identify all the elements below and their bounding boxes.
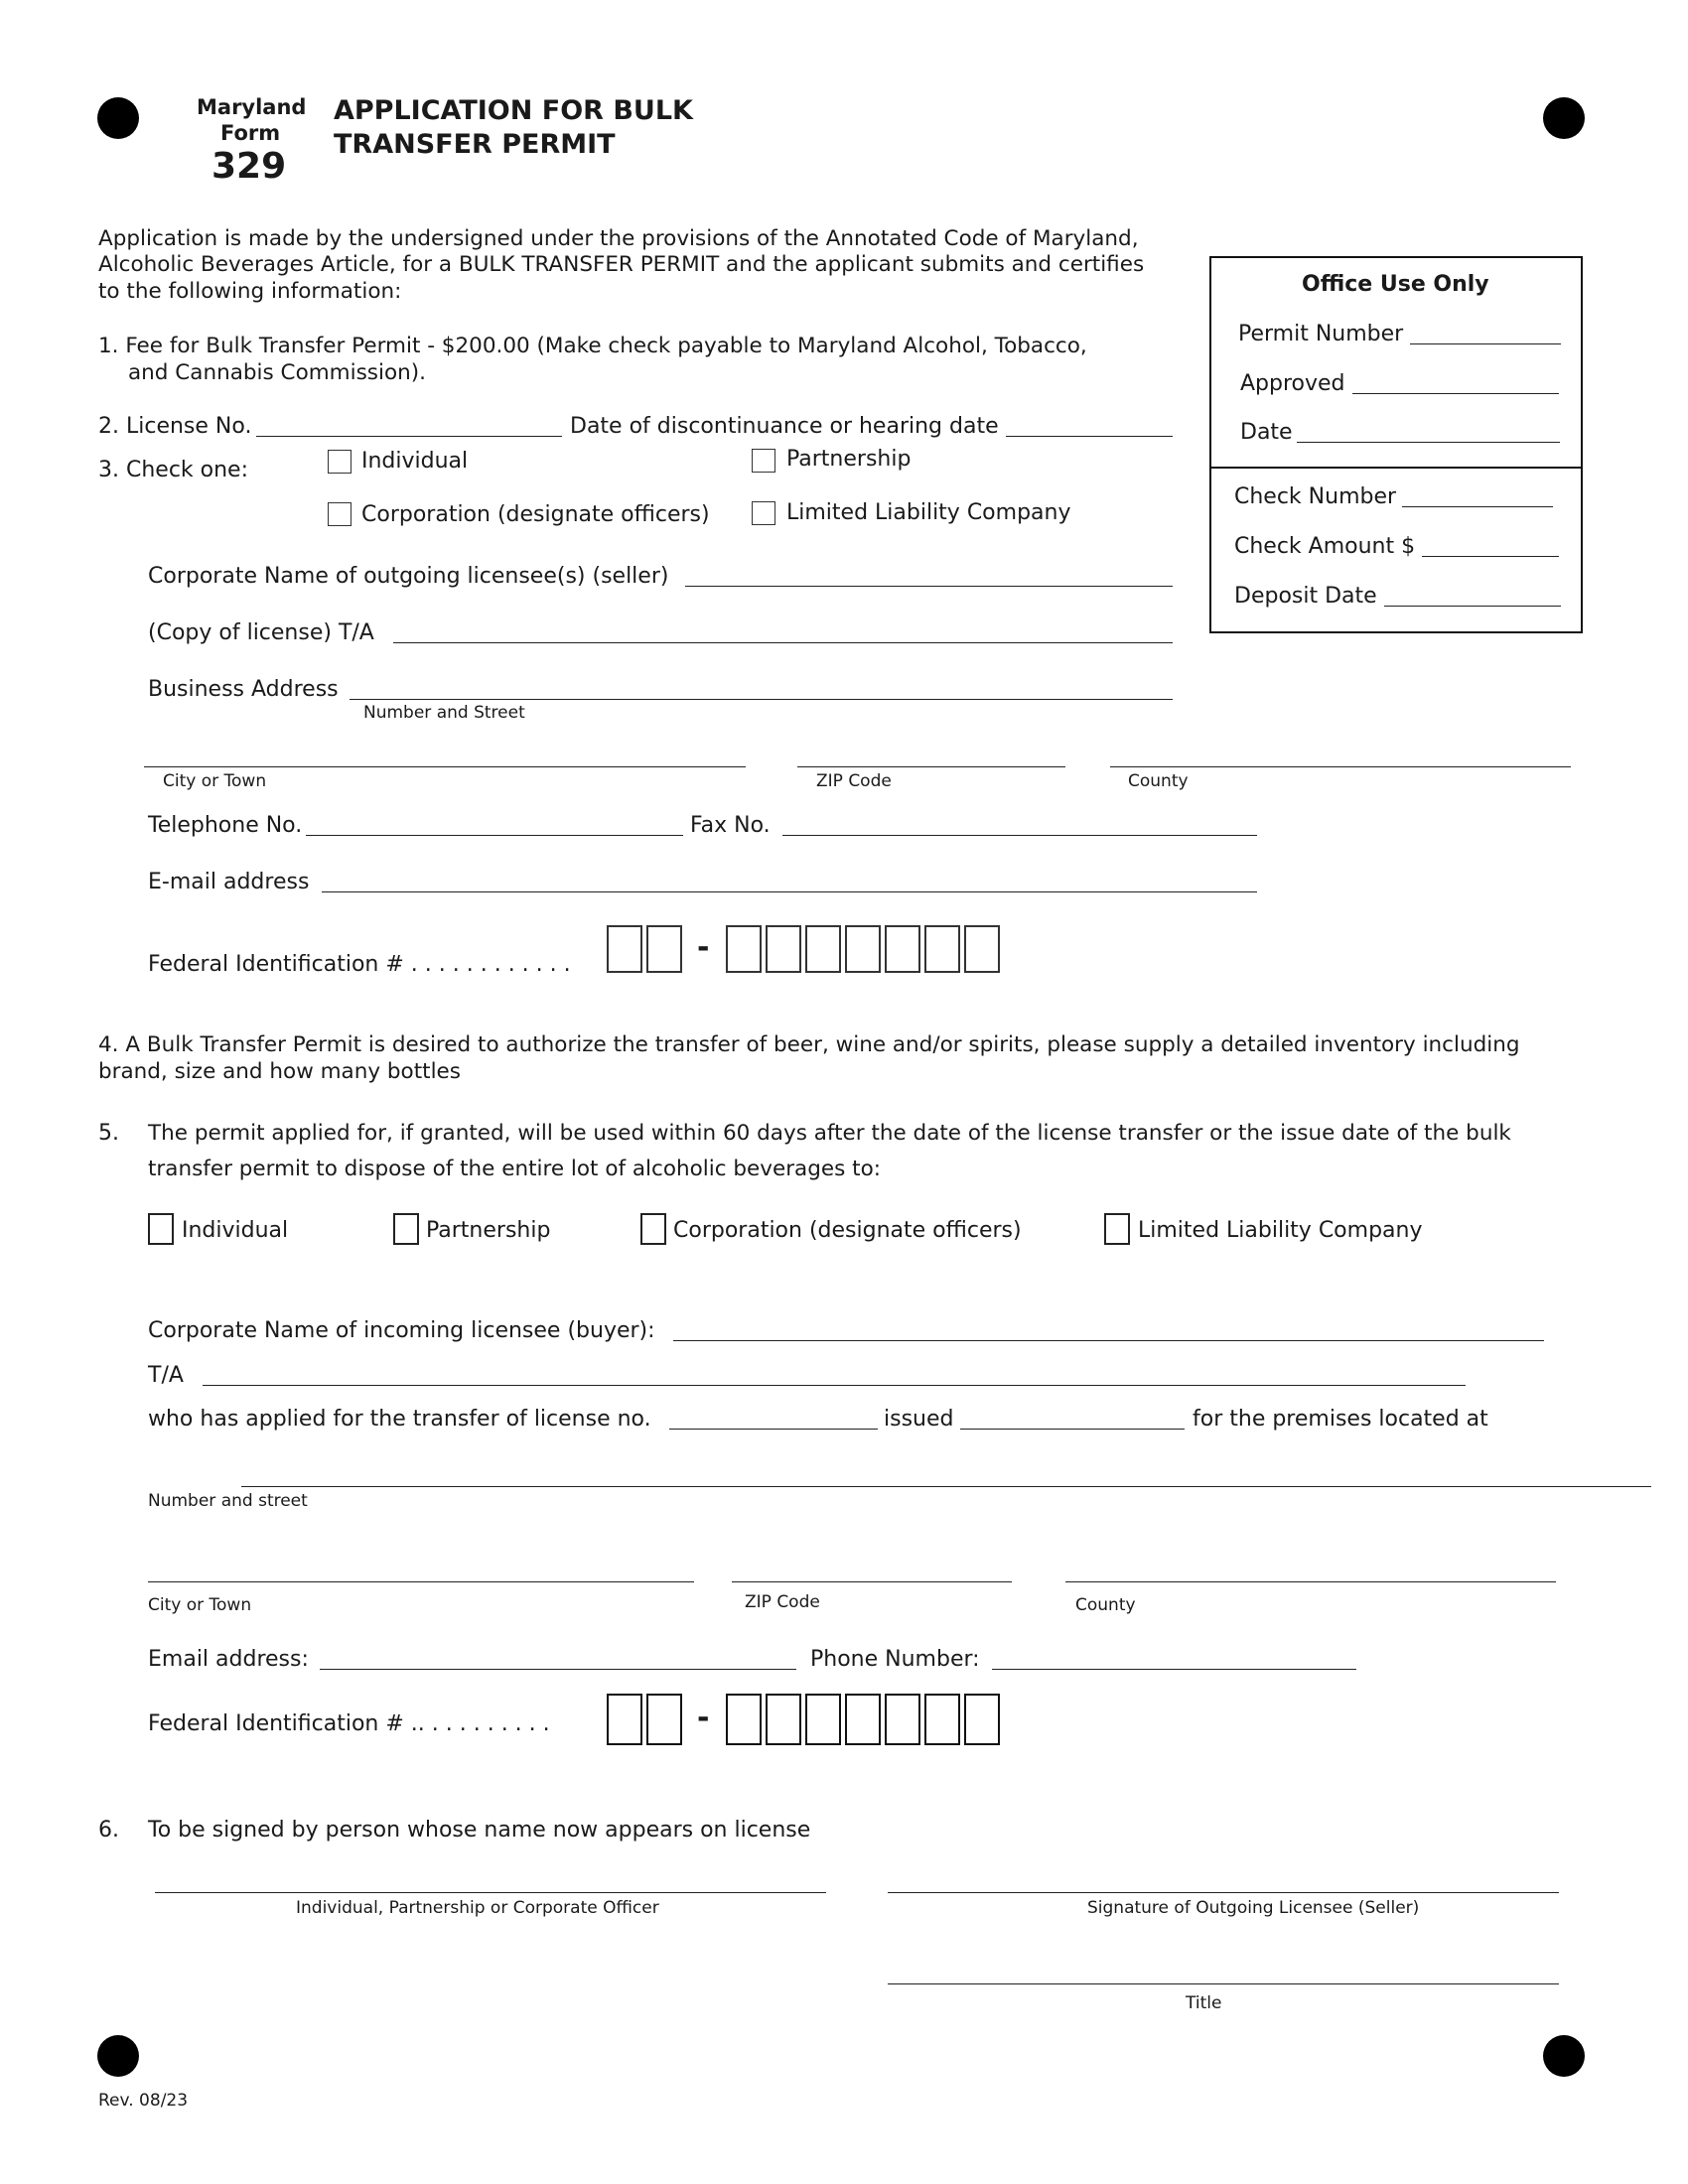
seller-corporation-checkbox[interactable] (328, 502, 352, 526)
discontinuance-date-field[interactable] (1006, 436, 1173, 437)
check-number-field[interactable] (1402, 506, 1553, 507)
form-number: 329 (211, 146, 287, 187)
form-state: Maryland (197, 95, 307, 119)
seller-fein-digit-3[interactable] (726, 925, 762, 973)
seller-email-field[interactable] (322, 891, 1257, 892)
seller-fein-dash: - (697, 930, 710, 965)
seller-individual-checkbox[interactable] (328, 450, 352, 474)
seller-fein-digit-5[interactable] (805, 925, 841, 973)
seller-partnership-checkbox[interactable] (752, 449, 775, 473)
office-use-divider (1211, 467, 1581, 469)
buyer-number-street-caption: Number and street (148, 1491, 308, 1511)
seller-city-caption: City or Town (163, 771, 267, 791)
seller-partnership-label: Partnership (786, 447, 912, 472)
form-title-line2: TRANSFER PERMIT (334, 129, 616, 160)
seller-signature-caption: Signature of Outgoing Licensee (Seller) (1087, 1898, 1420, 1918)
buyer-phone-field[interactable] (992, 1669, 1356, 1670)
seller-county-field[interactable] (1110, 766, 1571, 767)
buyer-county-field[interactable] (1065, 1581, 1556, 1582)
seller-fein-label: Federal Identification # . . . . . . . . . . . . (148, 952, 571, 977)
buyer-fein-dash: - (697, 1701, 710, 1735)
seller-corp-name-label: Corporate Name of outgoing licensee(s) (seller) (148, 564, 669, 589)
buyer-email-field[interactable] (320, 1669, 796, 1670)
office-date-label: Date (1240, 420, 1293, 445)
seller-fein-digit-8[interactable] (924, 925, 960, 973)
buyer-fein-digit-5[interactable] (805, 1694, 841, 1745)
seller-city-field[interactable] (144, 766, 746, 767)
office-use-box (1209, 256, 1583, 633)
seller-county-caption: County (1128, 771, 1189, 791)
buyer-ta-label: T/A (148, 1363, 184, 1388)
transfer-license-label: who has applied for the transfer of license no. (148, 1407, 651, 1432)
telephone-label: Telephone No. (148, 813, 303, 838)
buyer-partnership-label: Partnership (426, 1218, 551, 1243)
officer-name-caption: Individual, Partnership or Corporate Officer (296, 1898, 659, 1918)
binder-hole-bottom-left (97, 2035, 139, 2077)
item1-line1: 1. Fee for Bulk Transfer Permit - $200.00 (Make check payable to Maryland Alcohol, Tobacco, (98, 334, 1087, 358)
approved-field[interactable] (1352, 393, 1559, 394)
seller-fein-digit-7[interactable] (885, 925, 920, 973)
deposit-date-field[interactable] (1384, 606, 1561, 607)
item6-number: 6. (98, 1818, 119, 1843)
business-address-field[interactable] (350, 699, 1173, 700)
buyer-city-field[interactable] (148, 1581, 694, 1582)
buyer-ta-field[interactable] (203, 1385, 1466, 1386)
item5-line1: The permit applied for, if granted, will be used within 60 days after the date of the license transfer or the issue date of the bulk (148, 1121, 1511, 1146)
license-number-field[interactable] (256, 436, 562, 437)
item4-line2: brand, size and how many bottles (98, 1059, 461, 1084)
buyer-fein-digit-9[interactable] (964, 1694, 1000, 1745)
check-amount-field[interactable] (1422, 556, 1559, 557)
seller-ta-field[interactable] (393, 642, 1173, 643)
seller-fein-digit-9[interactable] (964, 925, 1000, 973)
seller-fein-digit-4[interactable] (766, 925, 801, 973)
buyer-zip-caption: ZIP Code (745, 1592, 820, 1612)
buyer-fein-digit-8[interactable] (924, 1694, 960, 1745)
binder-hole-top-right (1543, 97, 1585, 139)
buyer-fein-digit-3[interactable] (726, 1694, 762, 1745)
buyer-phone-label: Phone Number: (810, 1647, 980, 1672)
buyer-email-label: Email address: (148, 1647, 309, 1672)
buyer-zip-field[interactable] (732, 1581, 1012, 1582)
license-number-label: 2. License No. (98, 414, 252, 439)
seller-llc-label: Limited Liability Company (786, 500, 1071, 525)
buyer-fein-digit-4[interactable] (766, 1694, 801, 1745)
buyer-city-caption: City or Town (148, 1595, 252, 1615)
seller-zip-field[interactable] (797, 766, 1065, 767)
buyer-street-field[interactable] (241, 1486, 1651, 1487)
form-word: Form (220, 121, 281, 145)
intro-line3: to the following information: (98, 279, 402, 304)
buyer-individual-checkbox[interactable] (148, 1213, 174, 1245)
buyer-fein-digit-7[interactable] (885, 1694, 920, 1745)
title-caption: Title (1186, 1993, 1222, 2013)
binder-hole-bottom-right (1543, 2035, 1585, 2077)
buyer-county-caption: County (1075, 1595, 1136, 1615)
item5-line2: transfer permit to dispose of the entire lot of alcoholic beverages to: (148, 1157, 881, 1181)
buyer-corporation-checkbox[interactable] (640, 1213, 666, 1245)
buyer-llc-checkbox[interactable] (1104, 1213, 1130, 1245)
item4-line1: 4. A Bulk Transfer Permit is desired to authorize the transfer of beer, wine and/or spirits, please supply a detailed inventory including (98, 1032, 1520, 1057)
binder-hole-top-left (97, 97, 139, 139)
permit-number-label: Permit Number (1238, 322, 1404, 346)
buyer-corp-name-label: Corporate Name of incoming licensee (buyer): (148, 1318, 655, 1343)
buyer-fein-digit-2[interactable] (646, 1694, 682, 1745)
seller-individual-label: Individual (361, 449, 469, 474)
buyer-fein-label: Federal Identification # .. . . . . . . . . . (148, 1711, 550, 1736)
check-number-label: Check Number (1234, 484, 1397, 509)
issued-field[interactable] (960, 1429, 1185, 1430)
seller-number-street-caption: Number and Street (363, 703, 525, 723)
seller-llc-checkbox[interactable] (752, 501, 775, 525)
buyer-corporation-label: Corporation (designate officers) (673, 1218, 1022, 1243)
deposit-date-label: Deposit Date (1234, 584, 1377, 609)
seller-corp-name-field[interactable] (685, 586, 1173, 587)
item5-number: 5. (98, 1121, 119, 1146)
telephone-field[interactable] (306, 835, 683, 836)
buyer-partnership-checkbox[interactable] (393, 1213, 419, 1245)
seller-fein-digit-1[interactable] (607, 925, 642, 973)
issued-label: issued (884, 1407, 954, 1432)
fax-label: Fax No. (690, 813, 771, 838)
discontinuance-date-label: Date of discontinuance or hearing date (570, 414, 999, 439)
form-title-line1: APPLICATION FOR BULK (334, 95, 693, 126)
office-date-field[interactable] (1297, 442, 1560, 443)
seller-fein-digit-2[interactable] (646, 925, 682, 973)
seller-signature-field[interactable] (888, 1892, 1559, 1893)
intro-line1: Application is made by the undersigned under the provisions of the Annotated Code of Maryland, (98, 226, 1139, 251)
seller-corporation-label: Corporation (designate officers) (361, 502, 710, 527)
permit-number-field[interactable] (1410, 343, 1561, 344)
office-use-title: Office Use Only (1302, 272, 1489, 297)
transfer-license-field[interactable] (669, 1429, 878, 1430)
business-address-label: Business Address (148, 677, 339, 702)
item1-line2: and Cannabis Commission). (128, 360, 426, 385)
buyer-llc-label: Limited Liability Company (1138, 1218, 1423, 1243)
officer-name-field[interactable] (155, 1892, 826, 1893)
seller-zip-caption: ZIP Code (816, 771, 892, 791)
revision-date: Rev. 08/23 (98, 2091, 189, 2111)
fax-field[interactable] (782, 835, 1257, 836)
seller-ta-label: (Copy of license) T/A (148, 620, 374, 645)
premises-label: for the premises located at (1193, 1407, 1488, 1432)
title-field[interactable] (888, 1983, 1559, 1984)
approved-label: Approved (1240, 371, 1345, 396)
buyer-corp-name-field[interactable] (673, 1340, 1544, 1341)
buyer-individual-label: Individual (182, 1218, 289, 1243)
check-one-label: 3. Check one: (98, 458, 249, 482)
buyer-fein-digit-6[interactable] (845, 1694, 881, 1745)
seller-email-label: E-mail address (148, 870, 310, 894)
buyer-fein-digit-1[interactable] (607, 1694, 642, 1745)
intro-line2: Alcoholic Beverages Article, for a BULK TRANSFER PERMIT and the applicant submits and certifies (98, 252, 1145, 277)
item6-text: To be signed by person whose name now appears on license (148, 1818, 811, 1843)
seller-fein-digit-6[interactable] (845, 925, 881, 973)
check-amount-label: Check Amount $ (1234, 534, 1416, 559)
